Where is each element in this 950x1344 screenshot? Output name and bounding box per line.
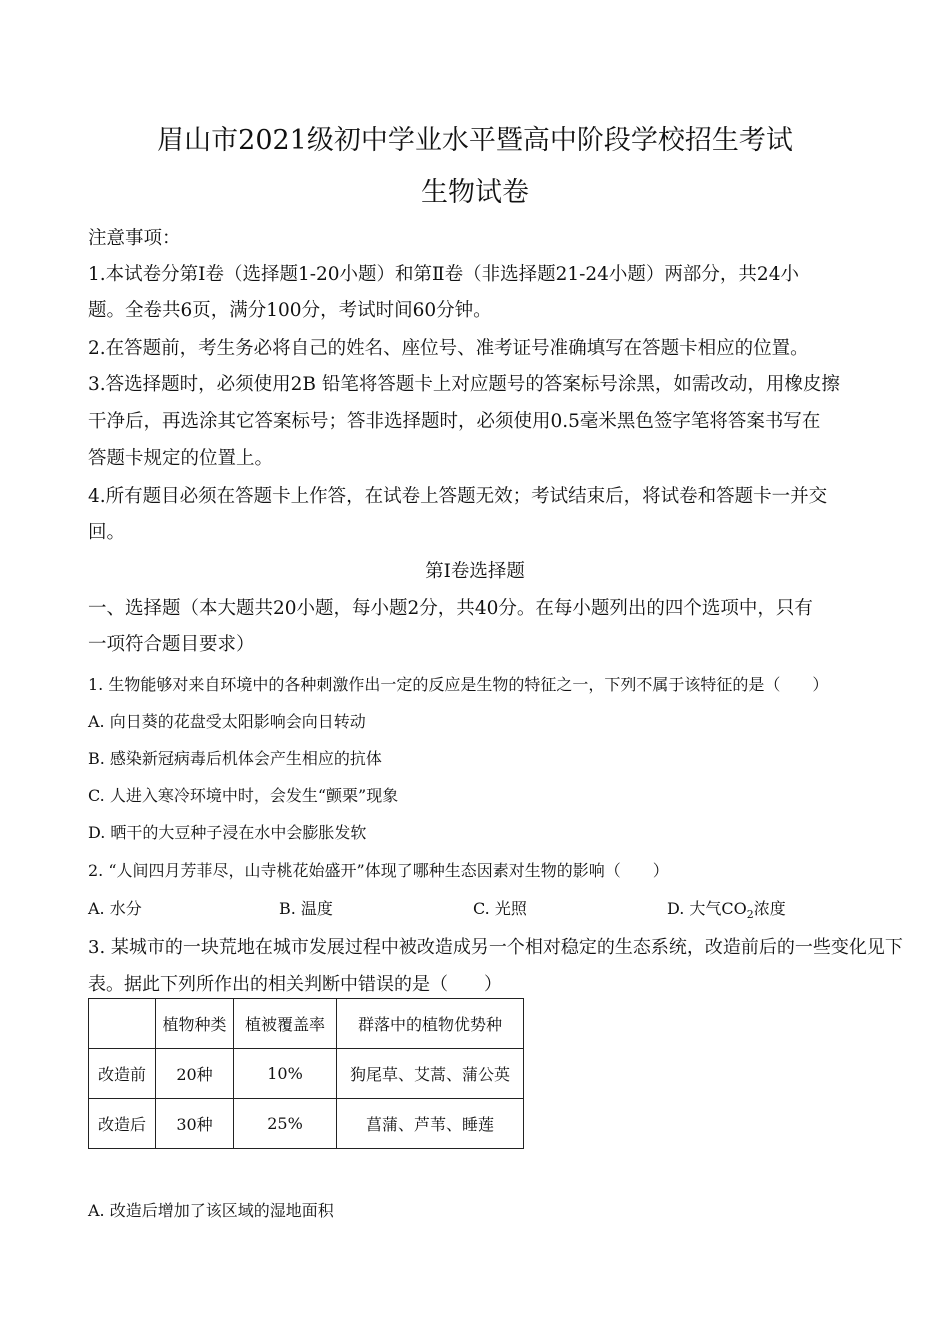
table-cell: 改造后 (89, 1099, 156, 1149)
question-2-option-d (667, 896, 786, 921)
option-d-suffix: 浓度 (753, 899, 786, 918)
table-cell: 菖蒲、芦苇、睡莲 (337, 1099, 524, 1149)
notice-item-2: 2.在答题前，考生务必将自己的姓名、座位号、准考证号准确填写在答题卡相应的位置。 (88, 338, 809, 359)
table-row (89, 1049, 524, 1099)
question-1-option-d: D. 晒干的大豆种子浸在水中会膨胀发软 (88, 823, 367, 842)
question-1-stem: 1. 生物能够对来自环境中的各种刺激作出一定的反应是生物的特征之一，下列不属于该特征的是（ ） (88, 675, 829, 694)
table-header-cell: 群落中的植物优势种 (337, 999, 524, 1049)
question-1-option-a: A. 向日葵的花盘受太阳影响会向日转动 (88, 712, 366, 731)
table-header-cell: 植被覆盖率 (234, 999, 337, 1049)
notice-item-3-line-1: 3.答选择题时，必须使用2B 铅笔将答题卡上对应题号的答案标号涂黑，如需改动，用橡皮擦 (88, 374, 840, 395)
question-3-stem-line-1: 3. 某城市的一块荒地在城市发展过程中被改造成另一个相对稳定的生态系统，改造前后的一些变化见下 (88, 937, 903, 958)
question-3-stem-line-2: 表。据此下列所作出的相关判断中错误的是（ ） (88, 974, 502, 995)
notice-item-4-line-1: 4.所有题目必须在答题卡上作答，在试卷上答题无效；考试结束后，将试卷和答题卡一并交 (88, 486, 828, 507)
table-cell: 改造前 (89, 1049, 156, 1099)
page-subtitle: 生物试卷 (421, 177, 529, 208)
table-cell: 狗尾草、艾蒿、蒲公英 (337, 1049, 524, 1099)
question-2-stem: 2. “人间四月芳菲尽，山寺桃花始盛开”体现了哪种生态因素对生物的影响（ ） (88, 861, 669, 880)
table-cell: 30种 (156, 1099, 234, 1149)
table-cell: 25% (234, 1099, 337, 1149)
question-2-option-a: A. 水分 (88, 899, 142, 918)
table-row (89, 1099, 524, 1149)
notice-heading: 注意事项： (88, 228, 181, 249)
table-header-row (89, 999, 524, 1049)
question-1-option-b: B. 感染新冠病毒后机体会产生相应的抗体 (88, 749, 382, 768)
table-header-cell (89, 999, 156, 1049)
notice-item-1-line-1: 1.本试卷分第Ⅰ卷（选择题1-20小题）和第Ⅱ卷（非选择题21-24小题）两部分，共24小 (88, 264, 799, 285)
section-intro-line-2: 一项符合题目要求） (88, 634, 255, 655)
question-2-option-c: C. 光照 (473, 899, 527, 918)
section-intro-line-1: 一、选择题（本大题共20小题，每小题2分，共40分。在每小题列出的四个选项中，只有 (88, 598, 813, 619)
page-title: 眉山市2021级初中学业水平暨高中阶段学校招生考试 (157, 125, 793, 156)
table-header-cell: 植物种类 (156, 999, 234, 1049)
notice-item-1-line-2: 题。全卷共6页，满分100分，考试时间60分钟。 (88, 300, 492, 321)
question-3-option-a: A. 改造后增加了该区域的湿地面积 (88, 1201, 334, 1220)
section-title: 第Ⅰ卷选择题 (425, 561, 525, 582)
table-cell: 10% (234, 1049, 337, 1099)
notice-item-4-line-2: 回。 (88, 522, 126, 543)
question-1-option-c: C. 人进入寒冷环境中时，会发生“颤栗”现象 (88, 786, 399, 805)
option-d-prefix: D. 大气CO (667, 899, 747, 918)
comparison-table (88, 998, 524, 1149)
question-2-option-b: B. 温度 (279, 899, 333, 918)
notice-item-3-line-2: 干净后，再选涂其它答案标号；答非选择题时，必须使用0.5毫米黑色签字笔将答案书写在 (88, 411, 821, 432)
table-cell: 20种 (156, 1049, 234, 1099)
co2-subscript: 2 (746, 908, 754, 922)
notice-item-3-line-3: 答题卡规定的位置上。 (88, 448, 274, 469)
